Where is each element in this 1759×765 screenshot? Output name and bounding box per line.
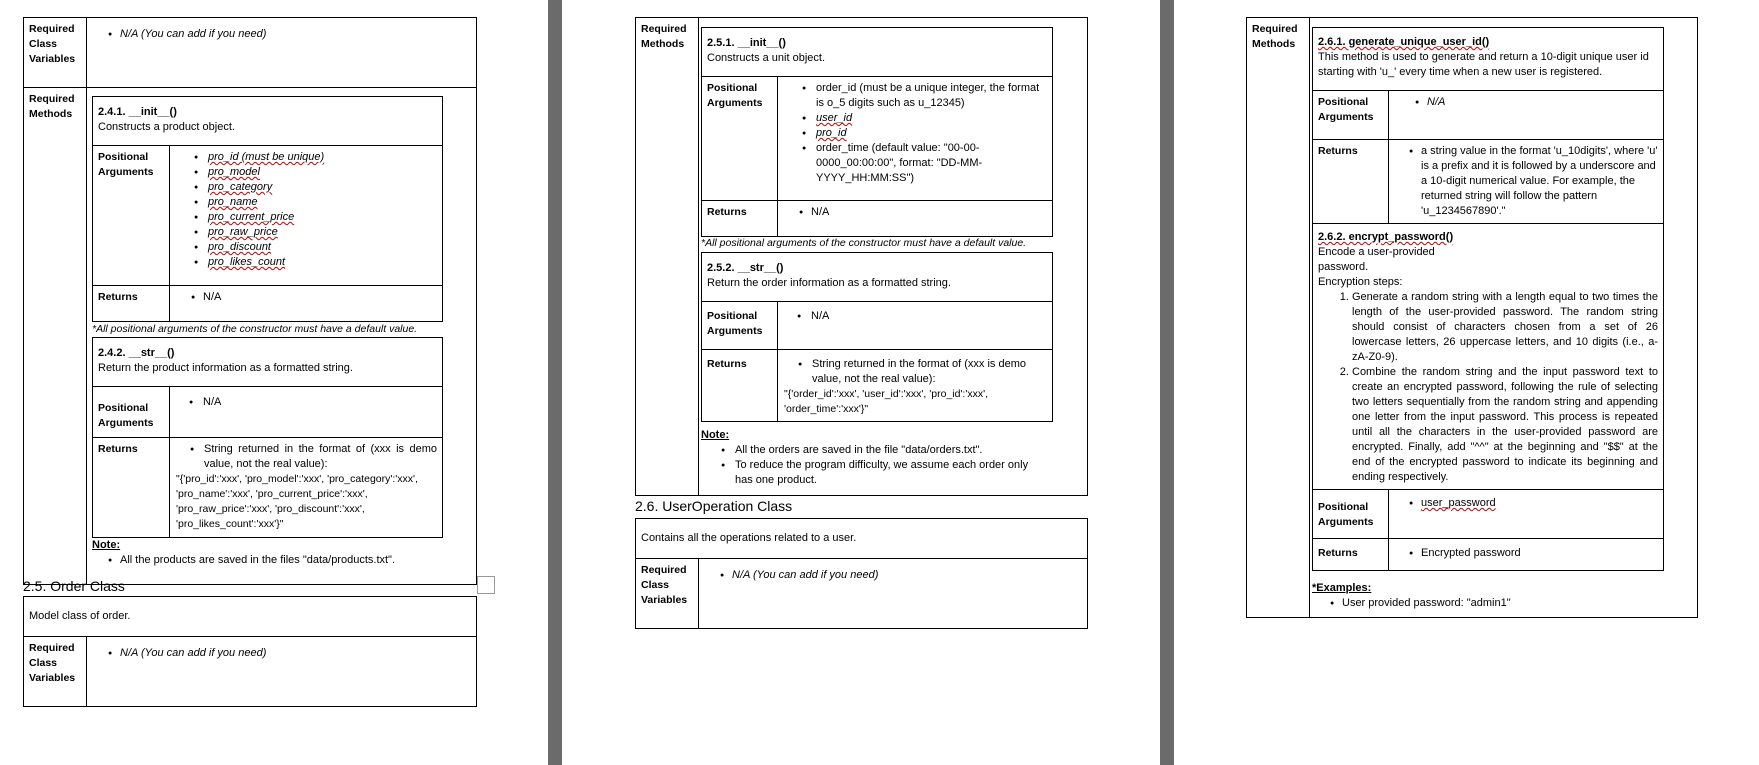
page-gutter-right xyxy=(1160,0,1174,765)
method-table-str xyxy=(92,337,443,538)
returns-label: Returns xyxy=(1313,539,1389,571)
returns-label: Returns xyxy=(702,350,778,422)
returns-label: Returns xyxy=(702,201,778,237)
method-desc-str: Return the order information as a formatted string. xyxy=(707,277,951,289)
returns-value: ● Encrypted password xyxy=(1421,546,1658,561)
arg-item: pro_likes_count xyxy=(208,256,286,268)
examples-label: *Examples: xyxy=(1312,582,1372,594)
method-table-user-ops xyxy=(1312,27,1664,571)
pos-args-value: ● N/A xyxy=(203,395,437,410)
method-desc-init: Constructs a product object. xyxy=(98,121,235,133)
req-methods-label: Required Methods xyxy=(24,88,87,585)
method-title-encrypt: 2.6.2. encrypt_password() xyxy=(1318,231,1454,243)
example-item: ● User provided password: "admin1" xyxy=(1342,596,1511,611)
section-title-order-class: 2.5. Order Class xyxy=(23,578,125,594)
pos-args-value: ● N/A xyxy=(1427,95,1658,110)
method-desc-line: Encode a user-provided xyxy=(1318,246,1435,258)
note-label: Note: xyxy=(701,429,730,441)
req-class-vars-value: ● N/A (You can add if you need) xyxy=(732,568,1082,583)
req-class-vars-label: Required Class Variables xyxy=(24,637,87,707)
collapse-handle[interactable] xyxy=(477,576,495,594)
returns-value: ● N/A xyxy=(811,205,1047,220)
returns-format: "{'pro_id':'xxx', 'pro_model':'xxx', 'pro_category':'xxx', 'pro_name':'xxx', 'pro_current_price':'xxx', 'pro_raw_price':'xxx', 'pro_discount':'xxx', 'pro_likes_count':'xxx'}" xyxy=(176,473,418,530)
returns-label: Returns xyxy=(1313,140,1389,224)
constructor-note: *All positional arguments of the constructor must have a default value. xyxy=(92,323,418,335)
returns-desc: ● String returned in the format of (xxx is demo value, not the real value): xyxy=(204,442,437,472)
arg-item: ● order_time (default value: "00-00-0000_00:00:00", format: "DD-MM-YYYY_HH:MM:SS") xyxy=(816,141,1047,186)
section-desc: Contains all the operations related to a user. xyxy=(636,519,1088,559)
req-methods-label: Required Methods xyxy=(1247,18,1310,618)
page-gutter-left xyxy=(548,0,562,765)
pos-args-value: user_password xyxy=(1421,497,1496,509)
note-label: Note: xyxy=(92,539,121,551)
encryption-step: 2. Combine the random string and the input password text to create an encrypted password, following the rule of selecting two letters sequentially from the random string and appending one letter from the input password. This process is repeated until all the characters in the user-provided password are encrypted. Finally, add "^^" at the beginning and "$$" at the end of the encrypted password to indicate its beginning and ending respectively. xyxy=(1352,365,1658,485)
returns-format: "{'order_id':'xxx', 'user_id':'xxx', 'pro_id':'xxx', 'order_time':'xxx'}" xyxy=(784,388,989,415)
pos-args-label: Positional Arguments xyxy=(93,146,170,286)
arg-item: pro_category xyxy=(208,181,273,193)
constructor-note: *All positional arguments of the constructor must have a default value. xyxy=(701,237,1027,249)
req-class-vars-label: Required Class Variables xyxy=(636,559,699,629)
req-class-vars-label: Required Class Variables xyxy=(24,18,87,88)
method-desc-line: password. xyxy=(1318,261,1369,273)
note-item: ● To reduce the program difficulty, we assume each order only has one product. xyxy=(735,458,1046,488)
req-class-vars-value: ● N/A (You can add if you need) xyxy=(120,27,471,42)
pos-args-value: ● N/A xyxy=(811,309,1047,324)
pos-args-label: Positional Arguments xyxy=(702,77,778,201)
method-desc-str: Return the product information as a formatted string. xyxy=(98,362,353,374)
useroperation-class-table xyxy=(635,518,1088,629)
arg-item: pro_model xyxy=(208,166,260,178)
method-table-init xyxy=(701,27,1053,237)
method-title-generate-id: 2.6.1. generate_unique_user_id() xyxy=(1318,36,1490,48)
method-desc-init: Constructs a unit object. xyxy=(707,52,826,64)
method-desc-line: Encryption steps: xyxy=(1318,276,1403,288)
req-methods-label: Required Methods xyxy=(636,18,699,496)
pos-args-label: Positional Arguments xyxy=(93,387,170,438)
returns-label: Returns xyxy=(93,438,170,538)
section-desc: Model class of order. xyxy=(24,597,477,637)
method-title-str: 2.4.2. __str__() xyxy=(98,347,175,359)
document-page-3 xyxy=(1174,0,1759,765)
method-title-init: 2.5.1. __init__() xyxy=(707,37,786,49)
order-class-table xyxy=(23,596,477,707)
arg-item: pro_current_price xyxy=(208,211,295,223)
returns-value: ● a string value in the format 'u_10digits', where 'u' is a prefix and it is followed by a underscore and a 10-digit numerical value. For example, the returned string will follow the pattern 'u_1234567890'." xyxy=(1421,144,1658,219)
encryption-step: 1. Generate a random string with a length equal to two times the length of the user-provided password. The random string should consist of characters chosen from a set of 26 lowercase letters, 26 uppercase letters, and 10 digits (i.e., a-zA-Z0-9). xyxy=(1352,290,1658,365)
returns-label: Returns xyxy=(93,286,170,322)
pos-args-label: Positional Arguments xyxy=(1313,91,1389,140)
returns-desc: ● String returned in the format of (xxx is demo value, not the real value): xyxy=(812,357,1047,387)
note-item: ● All the products are saved in the files "data/products.txt". xyxy=(120,553,395,568)
document-page-2 xyxy=(562,0,1160,765)
arg-item: ● order_id (must be a unique integer, the format is o_5 digits such as u_12345) xyxy=(816,81,1047,111)
method-title-str: 2.5.2. __str__() xyxy=(707,262,784,274)
req-class-vars-value: ● N/A (You can add if you need) xyxy=(120,646,471,661)
arg-item: user_id xyxy=(816,112,853,124)
returns-value: ● N/A xyxy=(203,290,437,305)
arg-item: pro_raw_price xyxy=(208,226,278,238)
arg-item: pro_id xyxy=(816,127,847,139)
note-item: ● All the orders are saved in the file "data/orders.txt". xyxy=(735,443,1046,458)
method-table-init xyxy=(92,96,443,322)
arg-item: pro_discount xyxy=(208,241,271,253)
method-title-init: 2.4.1. __init__() xyxy=(98,106,177,118)
arg-item: pro_id (must be unique) xyxy=(208,151,325,163)
pos-args-label: Positional Arguments xyxy=(702,302,778,350)
arg-item: pro_name xyxy=(208,196,258,208)
method-desc-generate-id: This method is used to generate and return a 10-digit unique user id starting with 'u_' every time when a new user is registered. xyxy=(1318,51,1649,78)
method-table-str xyxy=(701,252,1053,422)
section-title-useroperation-class: 2.6. UserOperation Class xyxy=(635,498,793,514)
pos-args-label: Positional Arguments xyxy=(1313,490,1389,539)
document-page-1 xyxy=(0,0,548,765)
